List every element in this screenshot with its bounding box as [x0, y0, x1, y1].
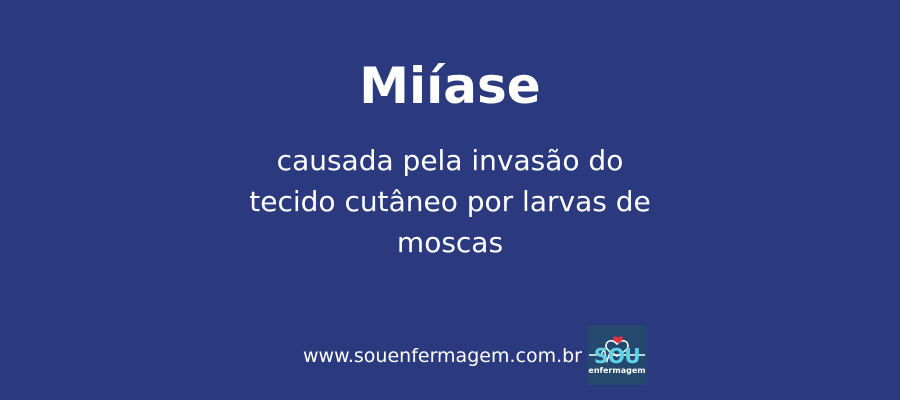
logo-subtitle: enfermagem — [588, 366, 646, 375]
term-definition — [150, 140, 750, 263]
sou-enfermagem-logo[interactable] — [587, 325, 647, 385]
definition-line: tecido cutâneo por larvas de — [249, 185, 651, 218]
logo-word: SOU — [593, 344, 641, 368]
website-url[interactable]: www.souenfermagem.com.br — [302, 345, 582, 367]
term-title: Miíase — [359, 57, 541, 115]
definition-line: causada pela invasão do — [276, 144, 624, 177]
definition-line: moscas — [396, 226, 504, 259]
footer — [0, 325, 900, 387]
